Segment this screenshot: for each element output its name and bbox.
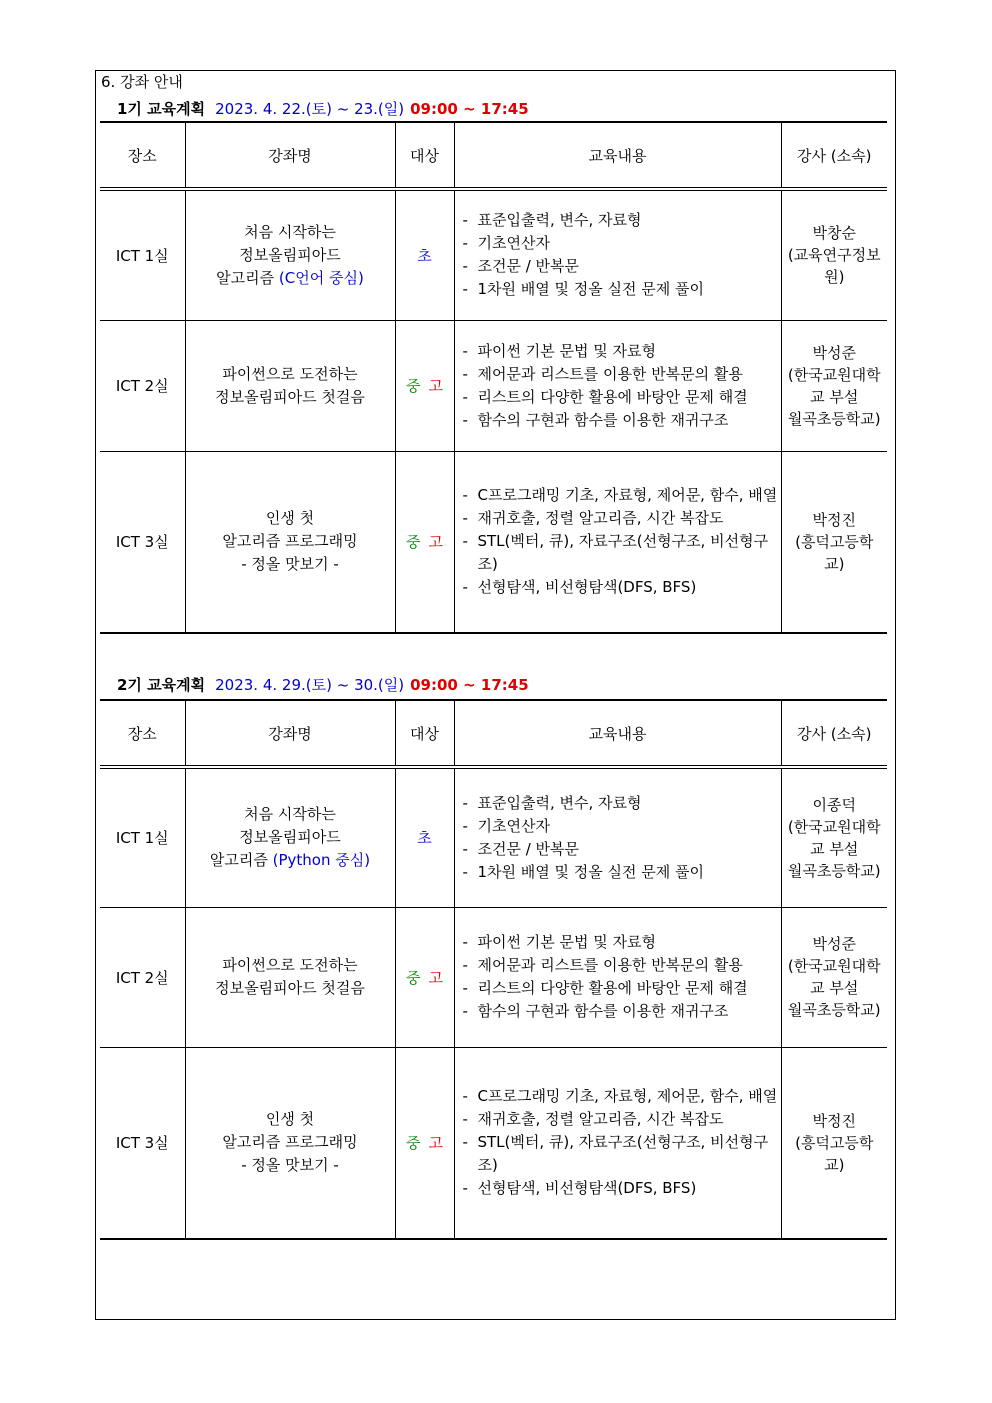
content-item: - 조건문 / 반복문 bbox=[461, 255, 781, 278]
instructor-line: 월곡초등학교) bbox=[787, 861, 881, 880]
course-cell bbox=[185, 451, 395, 633]
instructor-line: 교 부설 bbox=[810, 839, 859, 858]
course-line: 정보올림피아드 첫걸음 bbox=[215, 979, 365, 997]
table-row bbox=[100, 320, 887, 451]
course-focus: (C언어 중심) bbox=[278, 268, 364, 287]
schedule-table bbox=[100, 699, 887, 1240]
table-row bbox=[100, 1047, 887, 1239]
course-line: 정보올림피아드 첫걸음 bbox=[215, 387, 365, 406]
content-item: - 리스트의 다양한 활용에 바탕안 문제 해결 bbox=[461, 386, 781, 409]
place-cell: ICT 1실 bbox=[100, 189, 185, 320]
instructor-line: 박창순 bbox=[812, 224, 856, 243]
table-header-row bbox=[100, 700, 887, 767]
instructor-line: 교) bbox=[824, 1155, 845, 1174]
content-item: - STL(벡터, 큐), 자료구조(선형구조, 비선형구조) bbox=[461, 530, 781, 576]
target-middle: 중 bbox=[406, 968, 421, 987]
plan-label: 1기 교육계획 bbox=[117, 100, 206, 118]
target-middle: 중 bbox=[406, 1134, 421, 1153]
course-line: 정보올림피아드 bbox=[239, 245, 341, 264]
content-item: - 함수의 구현과 함수를 이용한 재귀구조 bbox=[461, 409, 781, 432]
content-item: - 1차원 배열 및 정올 실전 문제 풀이 bbox=[461, 278, 781, 301]
course-cell bbox=[185, 1047, 395, 1239]
content-list bbox=[461, 1085, 781, 1200]
column-header: 장소 bbox=[100, 122, 185, 189]
content-item: - 기초연산자 bbox=[461, 815, 781, 838]
place-cell: ICT 3실 bbox=[100, 451, 185, 633]
column-header: 장소 bbox=[100, 700, 185, 767]
table-header-row bbox=[100, 122, 887, 189]
course-line: 인생 첫 bbox=[265, 1110, 315, 1129]
instructor-cell bbox=[781, 189, 887, 320]
column-header: 대상 bbox=[395, 122, 454, 189]
instructor-line: (한국교원대학 bbox=[787, 817, 881, 836]
course-line: - 정올 맛보기 - bbox=[241, 1156, 339, 1175]
content-item: - 파이썬 기본 문법 및 자료형 bbox=[461, 931, 781, 954]
place-cell: ICT 2실 bbox=[100, 907, 185, 1047]
content-cell bbox=[454, 907, 781, 1047]
course-line: 알고리즘 프로그래밍 bbox=[222, 532, 358, 551]
place-cell: ICT 3실 bbox=[100, 1047, 185, 1239]
instructor-line: (한국교원대학 bbox=[787, 957, 881, 975]
content-item: - 표준입출력, 변수, 자료형 bbox=[461, 792, 781, 815]
plan-dates: 2023. 4. 29.(토) ~ 30.(일) bbox=[215, 676, 405, 694]
content-item: - 표준입출력, 변수, 자료형 bbox=[461, 209, 781, 232]
target-cell bbox=[395, 907, 454, 1047]
target-elementary: 초 bbox=[417, 246, 432, 265]
column-header: 교육내용 bbox=[454, 700, 781, 767]
target-high: 고 bbox=[428, 533, 443, 552]
instructor-line: (흥덕고등학 bbox=[795, 1133, 874, 1152]
column-header: 강사 (소속) bbox=[781, 700, 887, 767]
instructor-cell bbox=[781, 1047, 887, 1239]
course-line: - 정올 맛보기 - bbox=[241, 555, 339, 574]
content-item: - STL(벡터, 큐), 자료구조(선형구조, 비선형구조) bbox=[461, 1131, 781, 1177]
content-item: - 제어문과 리스트를 이용한 반복문의 활용 bbox=[461, 954, 781, 977]
target-high: 고 bbox=[428, 1134, 443, 1153]
course-line: 알고리즘 프로그래밍 bbox=[222, 1133, 358, 1152]
content-item: - 재귀호출, 정렬 알고리즘, 시간 복잡도 bbox=[461, 507, 781, 530]
target-high: 고 bbox=[428, 377, 443, 395]
target-middle: 중 bbox=[406, 533, 421, 552]
table-row bbox=[100, 189, 887, 320]
content-list bbox=[461, 931, 781, 1023]
target-cell bbox=[395, 1047, 454, 1239]
place-cell: ICT 2실 bbox=[100, 320, 185, 451]
content-item: - 리스트의 다양한 활용에 바탕안 문제 해결 bbox=[461, 977, 781, 1000]
content-item: - 재귀호출, 정렬 알고리즘, 시간 복잡도 bbox=[461, 1108, 781, 1131]
plan-heading bbox=[117, 98, 529, 120]
content-item: - 1차원 배열 및 정올 실전 문제 풀이 bbox=[461, 861, 781, 884]
column-header: 강좌명 bbox=[185, 122, 395, 189]
target-cell bbox=[395, 320, 454, 451]
course-line: 파이썬으로 도전하는 bbox=[222, 956, 358, 974]
content-item: - 조건문 / 반복문 bbox=[461, 838, 781, 861]
course-line: 인생 첫 bbox=[265, 509, 315, 528]
target-cell bbox=[395, 189, 454, 320]
instructor-line: 이종덕 bbox=[812, 795, 856, 814]
plan-time: 09:00 ~ 17:45 bbox=[410, 676, 529, 694]
instructor-line: 박성준 bbox=[812, 935, 856, 953]
place-cell: ICT 1실 bbox=[100, 767, 185, 907]
instructor-line: 교 부설 bbox=[810, 387, 859, 406]
content-cell bbox=[454, 767, 781, 907]
course-cell bbox=[185, 767, 395, 907]
table-row bbox=[100, 907, 887, 1047]
plan-time: 09:00 ~ 17:45 bbox=[410, 100, 529, 118]
content-item: - 파이썬 기본 문법 및 자료형 bbox=[461, 340, 781, 363]
instructor-cell bbox=[781, 907, 887, 1047]
content-cell bbox=[454, 451, 781, 633]
content-list bbox=[461, 792, 781, 884]
content-list bbox=[461, 209, 781, 301]
target-cell bbox=[395, 767, 454, 907]
plan-label: 2기 교육계획 bbox=[117, 676, 206, 694]
course-line: 정보올림피아드 bbox=[239, 828, 341, 847]
content-item: - C프로그래밍 기초, 자료형, 제어문, 함수, 배열 bbox=[461, 1085, 781, 1108]
column-header: 교육내용 bbox=[454, 122, 781, 189]
content-list bbox=[461, 340, 781, 432]
course-cell bbox=[185, 320, 395, 451]
content-list bbox=[461, 484, 781, 599]
instructor-cell bbox=[781, 451, 887, 633]
content-item: - 기초연산자 bbox=[461, 232, 781, 255]
instructor-cell bbox=[781, 767, 887, 907]
instructor-line: 원) bbox=[824, 268, 845, 287]
content-item: - 선형탐색, 비선형탐색(DFS, BFS) bbox=[461, 576, 781, 599]
table-row bbox=[100, 767, 887, 907]
instructor-line: 월곡초등학교) bbox=[787, 1001, 881, 1019]
course-cell bbox=[185, 907, 395, 1047]
content-item: - 선형탐색, 비선형탐색(DFS, BFS) bbox=[461, 1177, 781, 1200]
instructor-line: 월곡초등학교) bbox=[787, 409, 881, 428]
target-cell bbox=[395, 451, 454, 633]
content-item: - 함수의 구현과 함수를 이용한 재귀구조 bbox=[461, 1000, 781, 1023]
course-line bbox=[186, 267, 395, 290]
course-focus: (Python 중심) bbox=[272, 851, 371, 870]
instructor-line: (흥덕고등학 bbox=[795, 532, 874, 551]
instructor-cell bbox=[781, 320, 887, 451]
course-cell bbox=[185, 189, 395, 320]
instructor-line: 박성준 bbox=[812, 343, 856, 362]
target-elementary: 초 bbox=[417, 829, 432, 848]
column-header: 대상 bbox=[395, 700, 454, 767]
content-item: - 제어문과 리스트를 이용한 반복문의 활용 bbox=[461, 363, 781, 386]
instructor-line: (한국교원대학 bbox=[787, 365, 881, 384]
column-header: 강좌명 bbox=[185, 700, 395, 767]
plan-heading bbox=[117, 674, 529, 696]
plan-dates: 2023. 4. 22.(토) ~ 23.(일) bbox=[215, 100, 405, 118]
course-line bbox=[186, 849, 395, 872]
course-line: 처음 시작하는 bbox=[244, 222, 336, 241]
section-title: 6. 강좌 안내 bbox=[101, 73, 183, 91]
course-line-prefix: 알고리즘 bbox=[216, 268, 279, 287]
course-line: 처음 시작하는 bbox=[244, 805, 336, 824]
column-header: 강사 (소속) bbox=[781, 122, 887, 189]
content-cell bbox=[454, 1047, 781, 1239]
instructor-line: 교) bbox=[824, 554, 845, 573]
course-line: 파이썬으로 도전하는 bbox=[222, 364, 358, 383]
table-row bbox=[100, 451, 887, 633]
instructor-line: (교육연구정보 bbox=[787, 246, 881, 265]
course-line-prefix: 알고리즘 bbox=[209, 851, 273, 870]
instructor-line: 박정진 bbox=[812, 510, 856, 529]
content-cell bbox=[454, 320, 781, 451]
content-cell bbox=[454, 189, 781, 320]
target-high: 고 bbox=[428, 968, 443, 987]
schedule-table bbox=[100, 121, 887, 634]
instructor-line: 교 부설 bbox=[810, 979, 859, 997]
target-middle: 중 bbox=[406, 377, 421, 395]
content-item: - C프로그래밍 기초, 자료형, 제어문, 함수, 배열 bbox=[461, 484, 781, 507]
instructor-line: 박정진 bbox=[812, 1111, 856, 1130]
